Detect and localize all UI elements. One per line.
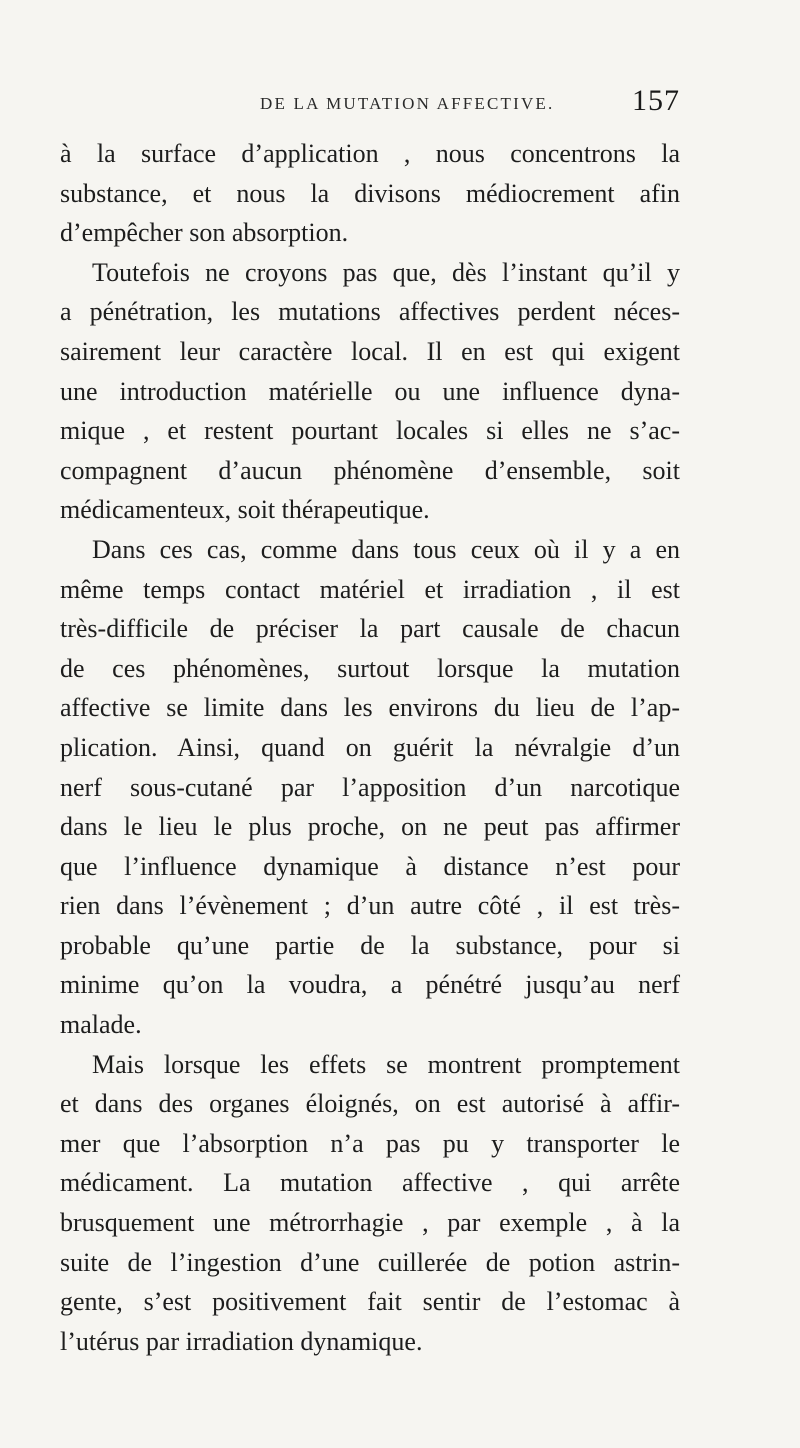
paragraph-start-line: Dans ces cas, comme dans tous ceux où il y a en	[92, 534, 680, 564]
text-line: d’empêcher son absorption.	[60, 218, 349, 248]
text-line: gente, s’est positivement fait sentir de l’estomac à	[60, 1287, 680, 1317]
text-line: a pénétration, les mutations affectives perdent néces-	[60, 297, 680, 327]
text-line: sairement leur caractère local. Il en est qui exigent	[60, 336, 680, 366]
text-line: dans le lieu le plus proche, on ne peut pas affirmer	[60, 812, 680, 842]
text-line: même temps contact matériel et irradiation , il est	[60, 574, 680, 604]
text-line: une introduction matérielle ou une influence dyna-	[60, 376, 680, 406]
text-line: mer que l’absorption n’a pas pu y transporter le	[60, 1128, 680, 1158]
text-line: très-difficile de préciser la part causale de chacun	[60, 614, 680, 644]
text-line: affective se limite dans les environs du lieu de l’ap-	[60, 693, 680, 723]
running-title: DE LA MUTATION AFFECTIVE.	[260, 94, 555, 113]
page-number: 157	[632, 84, 680, 117]
text-line: mique , et restent pourtant locales si elles ne s’ac-	[60, 416, 680, 446]
paragraph-start-line: Mais lorsque les effets se montrent promptement	[92, 1049, 680, 1079]
text-line: et dans des organes éloignés, on est autorisé à affir-	[60, 1089, 680, 1119]
text-line: brusquement une métrorrhagie , par exemple , à la	[60, 1208, 680, 1238]
text-line: malade.	[60, 1010, 142, 1040]
text-line: l’utérus par irradiation dynamique.	[60, 1326, 423, 1356]
text-line: compagnent d’aucun phénomène d’ensemble, soit	[60, 455, 680, 485]
text-line: probable qu’une partie de la substance, pour si	[60, 930, 680, 960]
text-line: médicamenteux, soit thérapeutique.	[60, 495, 430, 525]
text-line: suite de l’ingestion d’une cuillerée de potion astrin-	[60, 1247, 680, 1277]
text-line: plication. Ainsi, quand on guérit la névralgie d’un	[60, 732, 680, 762]
text-line: minime qu’on la voudra, a pénétré jusqu’au nerf	[60, 970, 680, 1000]
text-line: rien dans l’évènement ; d’un autre côté , il est très-	[60, 891, 680, 921]
text-line: de ces phénomènes, surtout lorsque la mutation	[60, 653, 680, 683]
running-head	[60, 84, 680, 124]
body-text	[60, 134, 680, 1361]
text-line: médicament. La mutation affective , qui arrête	[60, 1168, 680, 1198]
paragraph-start-line: Toutefois ne croyons pas que, dès l’instant qu’il y	[92, 257, 680, 287]
text-line: nerf sous-cutané par l’apposition d’un narcotique	[60, 772, 680, 802]
text-line: que l’influence dynamique à distance n’est pour	[60, 851, 680, 881]
text-line: substance, et nous la divisons médiocrement afin	[60, 178, 680, 208]
text-line: à la surface d’application , nous concentrons la	[60, 139, 680, 168]
